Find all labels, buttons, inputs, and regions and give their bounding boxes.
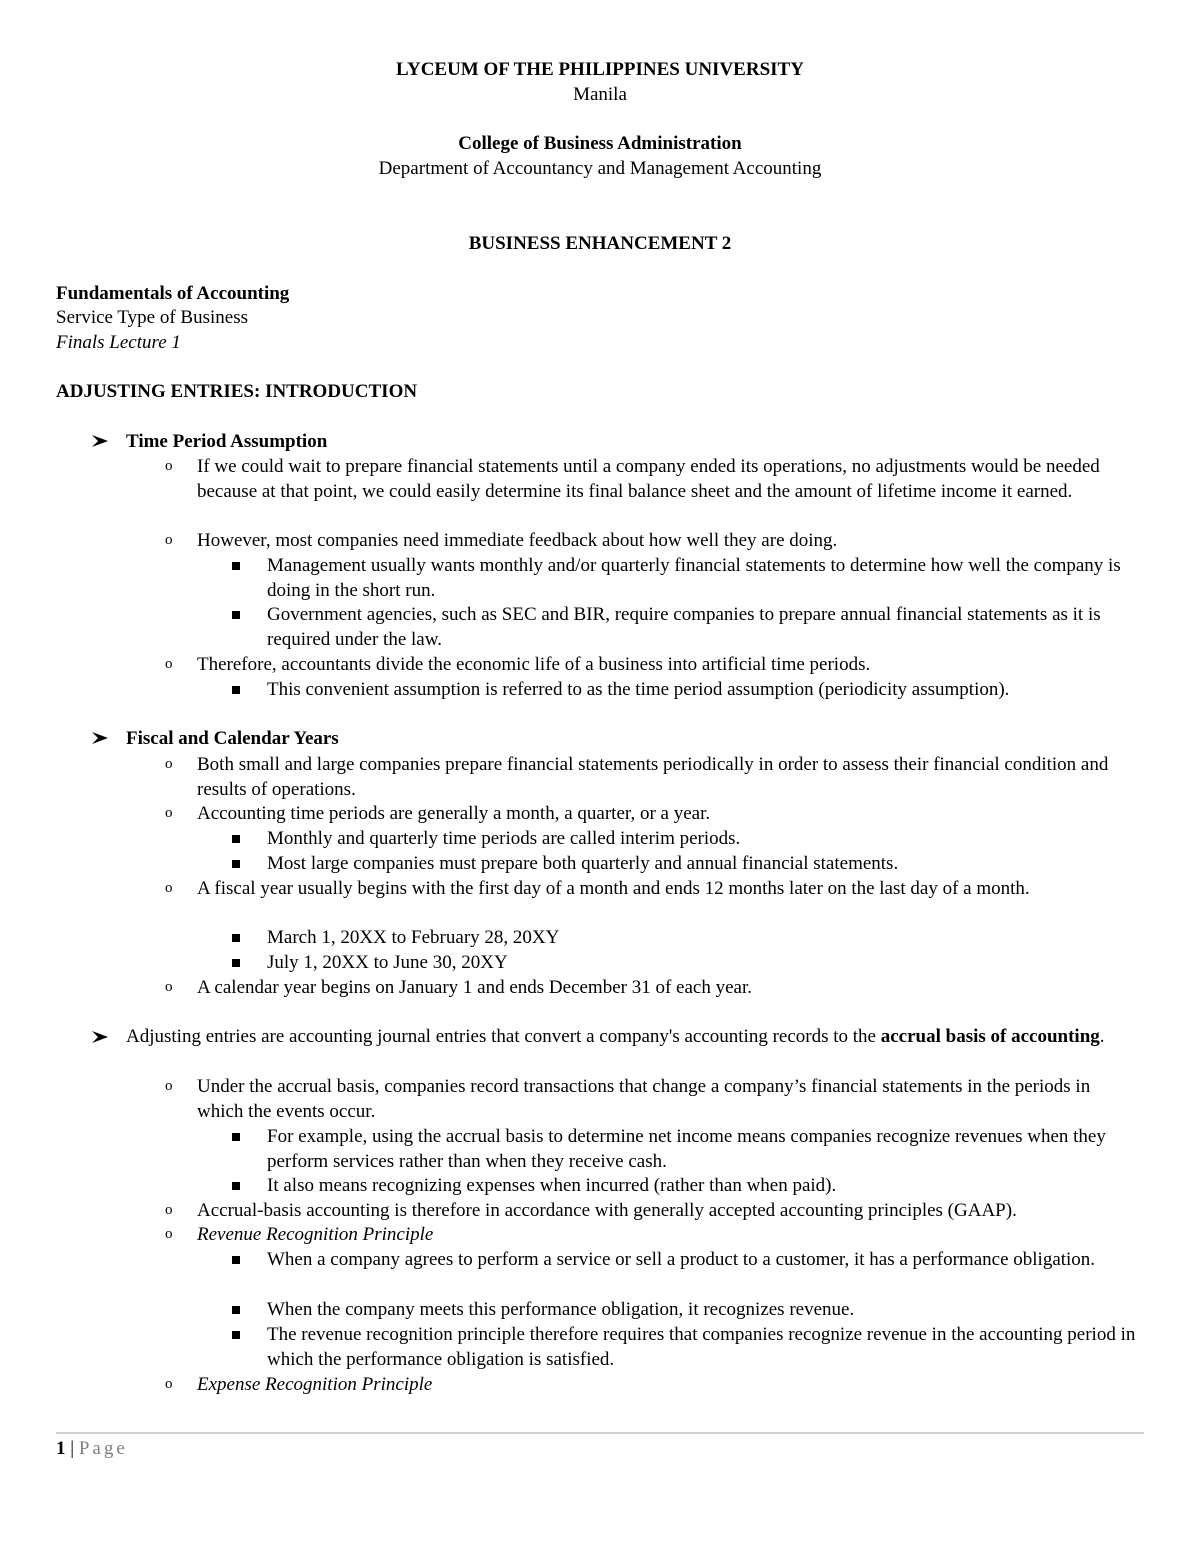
- square-bullet-icon: [232, 959, 240, 967]
- list-item: A calendar year begins on January 1 and ends December 31 of each year.: [197, 977, 752, 998]
- square-bullet-icon: [232, 611, 240, 619]
- list-item: Both small and large companies prepare financial statements periodically in order to assess their financial condition and results of operations.: [197, 754, 1109, 800]
- expense-principle-heading: Expense Recognition Principle: [197, 1374, 433, 1395]
- subject-title: Fundamentals of Accounting: [56, 283, 290, 304]
- business-type: Service Type of Business: [56, 307, 248, 328]
- campus-name: Manila: [573, 84, 627, 105]
- list-item: For example, using the accrual basis to determine net income means companies recognize revenues when they perform services rather than when they receive cash.: [267, 1126, 1106, 1172]
- circle-bullet-icon: o: [165, 656, 173, 672]
- page-footer: [56, 1436, 128, 1461]
- adjusting-entries-lead: [126, 1024, 1136, 1049]
- circle-bullet-icon: o: [165, 532, 173, 548]
- page-number: 1: [56, 1438, 66, 1459]
- square-bullet-icon: [232, 1182, 240, 1190]
- list-item: Under the accrual basis, companies record transactions that change a company’s financial statements in the periods in which the events occur.: [197, 1076, 1091, 1122]
- list-item: Management usually wants monthly and/or quarterly financial statements to determine how well the company is doing in the short run.: [267, 555, 1121, 601]
- list-item: However, most companies need immediate feedback about how well they are doing.: [197, 530, 838, 551]
- list-item: March 1, 20XX to February 28, 20XY: [267, 927, 560, 948]
- square-bullet-icon: [232, 835, 240, 843]
- circle-bullet-icon: o: [165, 805, 173, 821]
- list-item: It also means recognizing expenses when incurred (rather than when paid).: [267, 1175, 837, 1196]
- lecture-label: Finals Lecture 1: [56, 332, 181, 353]
- list-item: Therefore, accountants divide the economic life of a business into artificial time periods.: [197, 654, 871, 675]
- course-title: BUSINESS ENHANCEMENT 2: [468, 233, 732, 254]
- list-item: This convenient assumption is referred to as the time period assumption (periodicity assumption).: [267, 679, 1010, 700]
- list-item: Government agencies, such as SEC and BIR, require companies to prepare annual financial statements as it is required under the law.: [267, 604, 1101, 650]
- footer-separator: |: [65, 1438, 79, 1459]
- list-item: When a company agrees to perform a service or sell a product to a customer, it has a performance obligation.: [267, 1249, 1096, 1270]
- arrow-bullet-icon: [91, 1030, 117, 1044]
- circle-bullet-icon: o: [165, 458, 173, 474]
- circle-bullet-icon: o: [165, 979, 173, 995]
- list-item: Monthly and quarterly time periods are called interim periods.: [267, 828, 741, 849]
- list-item: July 1, 20XX to June 30, 20XY: [267, 952, 508, 973]
- lead-text: Adjusting entries are accounting journal entries that convert a company's accounting records to the: [126, 1026, 881, 1047]
- department-name: Department of Accountancy and Management Accounting: [378, 158, 822, 179]
- university-name: LYCEUM OF THE PHILIPPINES UNIVERSITY: [396, 59, 804, 80]
- list-item: The revenue recognition principle therefore requires that companies recognize revenue in the accounting period in which the performance obligation is satisfied.: [267, 1324, 1136, 1370]
- square-bullet-icon: [232, 1133, 240, 1141]
- list-item: A fiscal year usually begins with the first day of a month and ends 12 months later on the last day of a month.: [197, 878, 1030, 899]
- square-bullet-icon: [232, 562, 240, 570]
- circle-bullet-icon: o: [165, 880, 173, 896]
- arrow-bullet-icon: [91, 731, 117, 745]
- circle-bullet-icon: o: [165, 1226, 173, 1242]
- square-bullet-icon: [232, 1306, 240, 1314]
- page-label: Page: [78, 1438, 128, 1459]
- college-name: College of Business Administration: [458, 133, 742, 154]
- square-bullet-icon: [232, 860, 240, 868]
- section-title: ADJUSTING ENTRIES: INTRODUCTION: [56, 381, 418, 402]
- fiscal-heading: Fiscal and Calendar Years: [126, 728, 339, 749]
- circle-bullet-icon: o: [165, 1078, 173, 1094]
- circle-bullet-icon: o: [165, 1202, 173, 1218]
- square-bullet-icon: [232, 934, 240, 942]
- square-bullet-icon: [232, 1256, 240, 1264]
- time-period-heading: Time Period Assumption: [126, 431, 328, 452]
- lead-end: .: [1099, 1026, 1105, 1047]
- list-item: If we could wait to prepare financial statements until a company ended its operations, no adjustments would be needed because at that point, we could easily determine its final balance sheet and the amount of lifetime income it earned.: [197, 456, 1100, 502]
- square-bullet-icon: [232, 1331, 240, 1339]
- arrow-bullet-icon: [91, 434, 117, 448]
- footer-divider: [56, 1432, 1144, 1434]
- list-item: Accounting time periods are generally a month, a quarter, or a year.: [197, 803, 711, 824]
- list-item: When the company meets this performance obligation, it recognizes revenue.: [267, 1299, 855, 1320]
- square-bullet-icon: [232, 686, 240, 694]
- revenue-principle-heading: Revenue Recognition Principle: [197, 1224, 434, 1245]
- circle-bullet-icon: o: [165, 756, 173, 772]
- circle-bullet-icon: o: [165, 1376, 173, 1392]
- list-item: Accrual-basis accounting is therefore in accordance with generally accepted accounting principles (GAAP).: [197, 1200, 1017, 1221]
- list-item: Most large companies must prepare both quarterly and annual financial statements.: [267, 853, 899, 874]
- accrual-basis-term: accrual basis of accounting: [880, 1026, 1100, 1047]
